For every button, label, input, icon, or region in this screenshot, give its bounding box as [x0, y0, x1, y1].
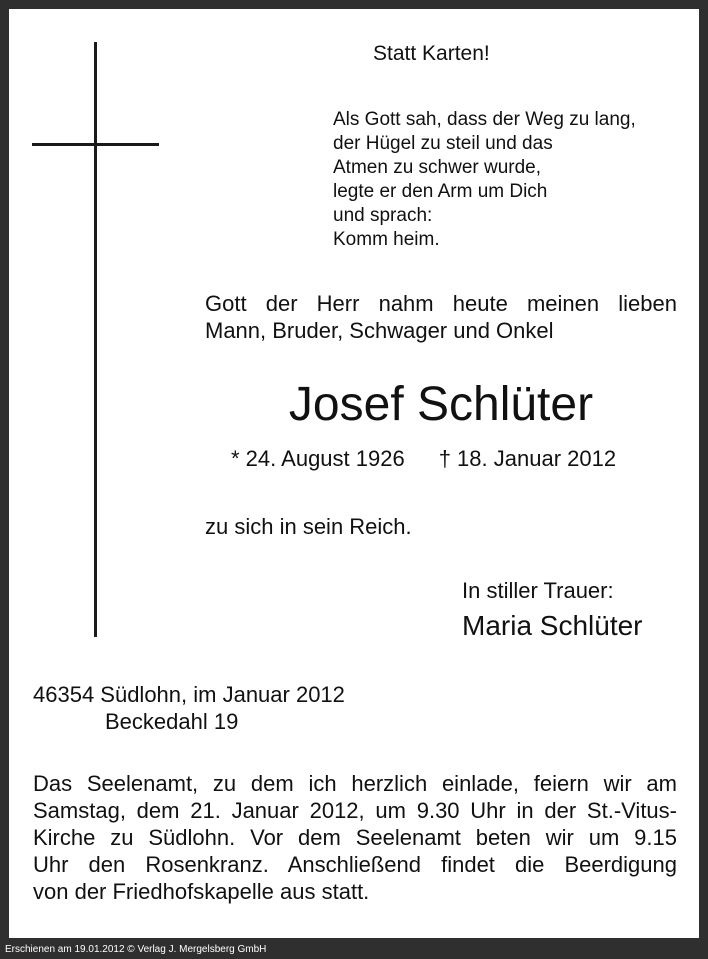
poem-line: der Hügel zu steil und das [333, 133, 553, 154]
closing-text: zu sich in sein Reich. [205, 514, 412, 539]
service-line: Samstag, dem 21. Januar 2012, um 9.30 Uhr in der St.-Vitus- [33, 798, 677, 823]
service-line: Kirche zu Südlohn. Vor dem Seelenamt beten wir um 9.15 [33, 825, 677, 850]
poem-line: Atmen zu schwer wurde, [333, 157, 542, 178]
service-line: Uhr den Rosenkranz. Anschließend findet die Beerdigung [33, 852, 677, 877]
notice-heading: Statt Karten! [373, 42, 490, 65]
mourner-name: Maria Schlüter [462, 610, 643, 641]
poem-line: Als Gott sah, dass der Weg zu lang, [333, 109, 636, 130]
intro-line: Gott der Herr nahm heute meinen lieben [205, 291, 677, 316]
address-line-street: Beckedahl 19 [105, 709, 239, 734]
life-dates [231, 446, 616, 472]
service-line: Das Seelenamt, zu dem ich herzlich einlade, feiern wir am [33, 771, 677, 796]
poem-line: und sprach: [333, 205, 433, 226]
service-line: von der Friedhofskapelle aus statt. [33, 879, 370, 904]
deceased-name: Josef Schlüter [288, 378, 594, 431]
poem [333, 108, 693, 252]
address-line-city: 46354 Südlohn, im Januar 2012 [33, 682, 345, 707]
intro-text [205, 290, 677, 344]
death-date: † 18. Januar 2012 [438, 446, 617, 471]
birth-date: * 24. August 1926 [231, 446, 405, 471]
poem-line: Komm heim. [333, 229, 440, 250]
poem-line: legte er den Arm um Dich [333, 181, 548, 202]
cross-vertical-bar [94, 42, 97, 637]
intro-line: Mann, Bruder, Schwager und Onkel [205, 318, 554, 343]
cross-horizontal-bar [32, 143, 159, 146]
publication-footer: Erschienen am 19.01.2012 © Verlag J. Mergelsberg GmbH [5, 944, 267, 955]
mourning-label: In stiller Trauer: [462, 578, 614, 603]
address [33, 681, 345, 735]
obituary-card [9, 9, 699, 938]
service-info [33, 770, 677, 905]
